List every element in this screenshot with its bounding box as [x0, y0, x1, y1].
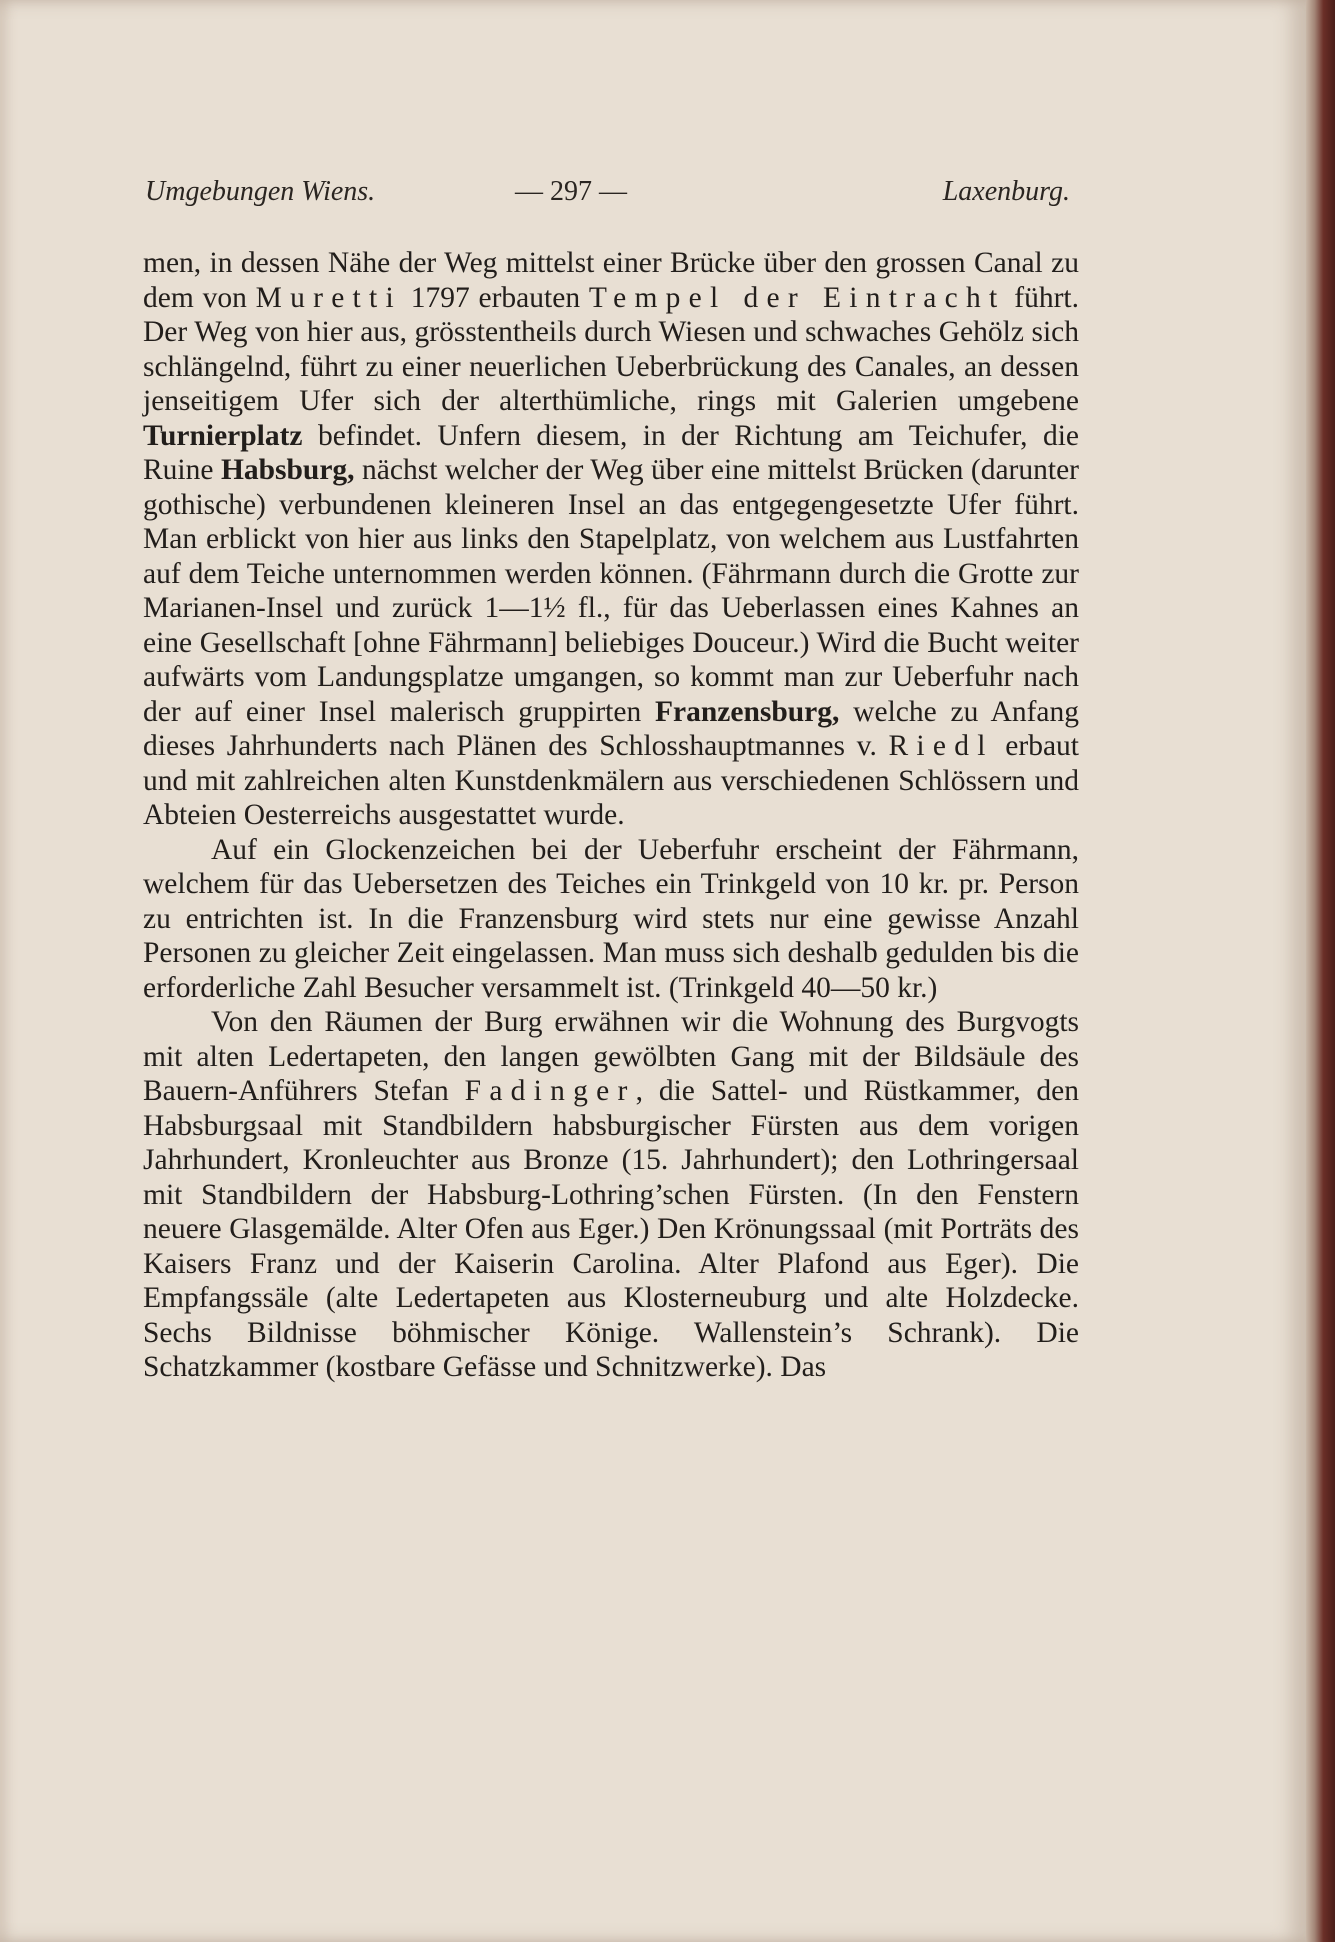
text-run: men, in dessen Nähe der Weg mittelst einer Brücke über den grossen Canal zu dem von: [143, 247, 1079, 314]
text-run: 1797 erbauten: [401, 281, 589, 314]
paragraph-1: [143, 246, 1079, 833]
running-header: [145, 176, 1070, 220]
header-location: Laxenburg.: [942, 176, 1070, 207]
paragraph-3: [143, 1005, 1079, 1385]
text-run: welche zu Anfang dieses Jahrhunderts nach Plänen des Schlosshauptmannes v.: [143, 695, 1079, 762]
body-text: [143, 246, 1079, 1385]
text-run: führt. Der Weg von hier aus, grösstentheils durch Wiesen und schwaches Gehölz sich schlängelnd, führt zu einer neuerlichen Ueberbrückung des Canales, an dessen jenseitigem Ufer sich der alterthümliche, rings mit Galerien umgebene: [143, 281, 1079, 417]
bold-term-franzensburg: Franzensburg,: [655, 695, 840, 728]
spaced-name-riedl: Riedl: [888, 730, 994, 762]
bold-term-habsburg: Habsburg,: [220, 454, 355, 486]
page-number: — 297 —: [515, 176, 627, 207]
header-section-title: Umgebungen Wiens.: [145, 176, 376, 207]
book-cover-edge: [1306, 0, 1335, 1942]
spaced-name-fadinger: Fadinger: [464, 1075, 636, 1107]
spaced-name-tempel: Tempel der Eintracht: [588, 281, 1006, 314]
text-run: Von den Räumen der Burg erwähnen wir die Wohnung des Burgvogts mit alten Ledertapeten, den langen gewölbten Gang mit der Bildsäule des Bauern-Anführers Stefan: [143, 1006, 1079, 1107]
paragraph-2: Auf ein Glockenzeichen bei der Ueberfuhr erscheint der Fährmann, welchem für das Uebersetzen des Teiches ein Trinkgeld von 10 kr. pr. Person zu entrichten ist. In die Franzensburg wird stets nur eine gewisse Anzahl Personen zu gleicher Zeit eingelassen. Man muss sich deshalb gedulden bis die erforderliche Zahl Besucher versammelt ist. (Trinkgeld 40—50 kr.): [143, 833, 1079, 1004]
text-run: befindet. Unfern diesem, in der Richtung am Teichufer, die Ruine: [143, 419, 1079, 486]
text-run: nächst welcher der Weg über eine mittelst Brücken (darunter gothische) verbundenen kleineren Insel an das entgegengesetzte Ufer führt. Man erblickt von hier aus links den Stapelplatz, von welchem aus Lustfahrten auf dem Teiche unternommen werden können. (Fährmann durch die Grotte zur Marianen-Insel und zurück 1—1½ fl., für das Ueberlassen eines Kahnes an eine Gesellschaft [ohne Fährmann] beliebiges Douceur.) Wird die Bucht weiter aufwärts vom Landungsplatze umgangen, so kommt man zur Ueberfuhr nach der auf einer Insel malerisch gruppirten: [143, 454, 1079, 728]
text-run: , die Sattel- und Rüstkammer, den Habsburgsaal mit Standbildern habsburgischer Fürsten aus dem vorigen Jahrhundert, Kronleuchter aus Bronze (15. Jahrhundert); den Lothringersaal mit Standbildern der Habsburg-Lothring’schen Fürsten. (In den Fenstern neuere Glasgemälde. Alter Ofen aus Eger.) Den Krönungssaal (mit Porträts des Kaisers Franz und der Kaiserin Carolina. Alter Plafond aus Eger). Die Empfangssäle (alte Ledertapeten aus Klosterneuburg und alte Holzdecke. Sechs Bildnisse böhmischer Könige. Wallenstein’s Schrank). Die Schatzkammer (kostbare Gefässe und Schnitzwerke). Das: [143, 1075, 1079, 1383]
text-run: erbaut und mit zahlreichen alten Kunstdenkmälern aus verschiedenen Schlössern und Abteien Oesterreichs ausgestattet wurde.: [143, 730, 1079, 831]
spaced-name-muretti: Muretti: [255, 281, 402, 314]
bold-term-turnierplatz: Turnierplatz: [143, 419, 303, 452]
